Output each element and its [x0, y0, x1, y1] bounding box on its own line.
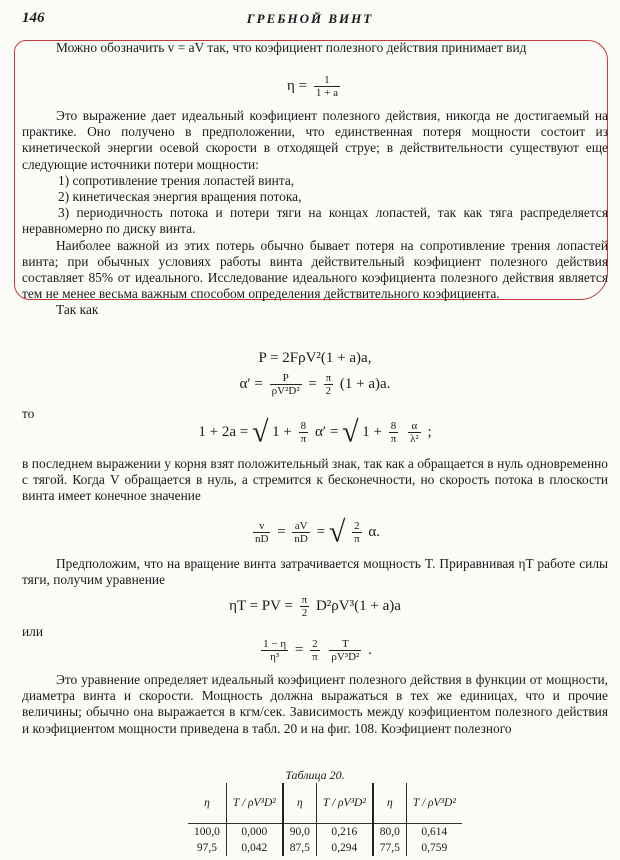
- table-cell: 0,614: [406, 824, 461, 841]
- formula-speed: $\frac{v}{nD}$ = $\frac{aV}{nD}$ = √ $\frac{2}{\pi}$ α.: [255, 515, 380, 549]
- list-item: 2) кинетическая энергия вращения потока,: [58, 189, 302, 205]
- table-cell: 0,759: [406, 840, 461, 856]
- paragraph-1: Можно обозначить v = aV так, что коэфициент полезного действия принимает вид: [56, 40, 527, 55]
- table-cell: 0,000: [226, 824, 282, 841]
- paragraph-intro: [22, 40, 608, 56]
- text-block-losses: [22, 108, 608, 319]
- table-header-cell: η: [283, 783, 317, 824]
- formula-thrust: P = 2FρV²(1 + a)a,: [258, 350, 372, 366]
- table-body: [188, 824, 462, 857]
- table-cell: 77,5: [373, 840, 407, 856]
- formula-efficiency: η = $\frac{1}{1 + a}$: [287, 74, 338, 99]
- table-row: [188, 824, 462, 841]
- table-caption: Таблица 20.: [285, 768, 345, 782]
- running-title: ГРЕБНОЙ ВИНТ: [246, 11, 374, 26]
- paragraph-4: Так как: [56, 302, 99, 318]
- paragraph-to: то: [22, 406, 35, 421]
- formula-efficiency-power: $\frac{1 - \eta}{\text{η³}}$ = $\frac{2}{\pi}$ $\frac{T}{\text{ρV³D²}}$ .: [263, 638, 372, 663]
- table-cell: 0,042: [226, 840, 282, 856]
- paragraph-2: Это выражение дает идеальный коэфициент полезного действия, никогда не достигаемый на практике. Оно получено в предположении, что единственная потеря мощности состоит из кинетической энергии осевой скорости в отходящей струе; в действительности существуют еще следующие источники потери мощности:: [22, 108, 608, 172]
- text-block-final: [22, 672, 608, 737]
- table-header-cell: η: [188, 783, 226, 824]
- table-header-cell: T / ρV³D²: [316, 783, 372, 824]
- list-item: 1) сопротивление трения лопастей винта,: [58, 172, 295, 188]
- table-row: [188, 840, 462, 856]
- table-cell: 87,5: [283, 840, 317, 856]
- table-cell: 100,0: [194, 826, 220, 838]
- paragraph-9: Это уравнение определяет идеальный коэфициент полезного действия в функции от мощности, диаметра винта и скорости. Мощность должна выражаться в тех же единицах, что и прочие величины; обычно она выражается в кгм/сек. Зависимость между коэфициентом полезного действия и коэфициентом мощности приведена в табл. 20 и на фиг. 108. Коэфициент полезного: [22, 672, 608, 736]
- list-item: 3) периодичность потока и потери тяги на концах лопастей, так как тяга распределяется неравномерно по диску винта.: [22, 205, 608, 237]
- page-number: 146: [22, 10, 45, 26]
- text-block-sign: [22, 456, 608, 505]
- paragraph-3: Наиболее важной из этих потерь обычно бывает потеря на сопротивление трения лопастей винта; при обычных условиях работы винта действительный коэфициент полезного действия составляет 85% от идеального. Исследование идеального коэфициента полезного действия является тем не менее весьма важным способом определения действительного коэфициента.: [22, 237, 608, 302]
- table-cell: 90,0: [283, 824, 317, 841]
- table-header-cell: T / ρV³D²: [226, 783, 282, 824]
- formula-power: ηT = PV = $\frac{\pi}{2}$ D²ρV³(1 + a)a: [229, 594, 401, 619]
- page-header: [22, 10, 598, 28]
- formula-root: 1 + 2a = √ 1 + $\frac{8}{\pi}$ α′ = √ 1 + $\frac{8}{\pi}$ $\frac{\alpha}{\text{λ²}}$ ;: [198, 415, 432, 449]
- paragraph-or: или: [22, 624, 44, 639]
- table-20: [188, 783, 462, 856]
- formula-alpha: α′ = $\frac{P}{\text{ρV²D²}}$ = $\frac{\pi}{2}$ (1 + a)a.: [239, 372, 391, 397]
- paragraph-7: Предположим, что на вращение винта затрачивается мощность T. Приравнивая ηT работе силы тяги, получим уравнение: [22, 556, 608, 588]
- paragraph-6: в последнем выражении у корня взят положительный знак, так как a обращается в нуль одновременно с тягой. Когда V обращается в нуль, a стремится к бесконечности, но скорость потока в плоскости винта имеет конечное значение: [22, 456, 608, 504]
- table-header-cell: T / ρV³D²: [406, 783, 461, 824]
- table-cell: 0,294: [316, 840, 372, 856]
- table-header-cell: η: [373, 783, 407, 824]
- table-cell: 80,0: [373, 824, 407, 841]
- table-header-row: [188, 783, 462, 824]
- table-cell: 0,216: [316, 824, 372, 841]
- text-block-power: [22, 556, 608, 588]
- table-cell: 97,5: [196, 842, 217, 854]
